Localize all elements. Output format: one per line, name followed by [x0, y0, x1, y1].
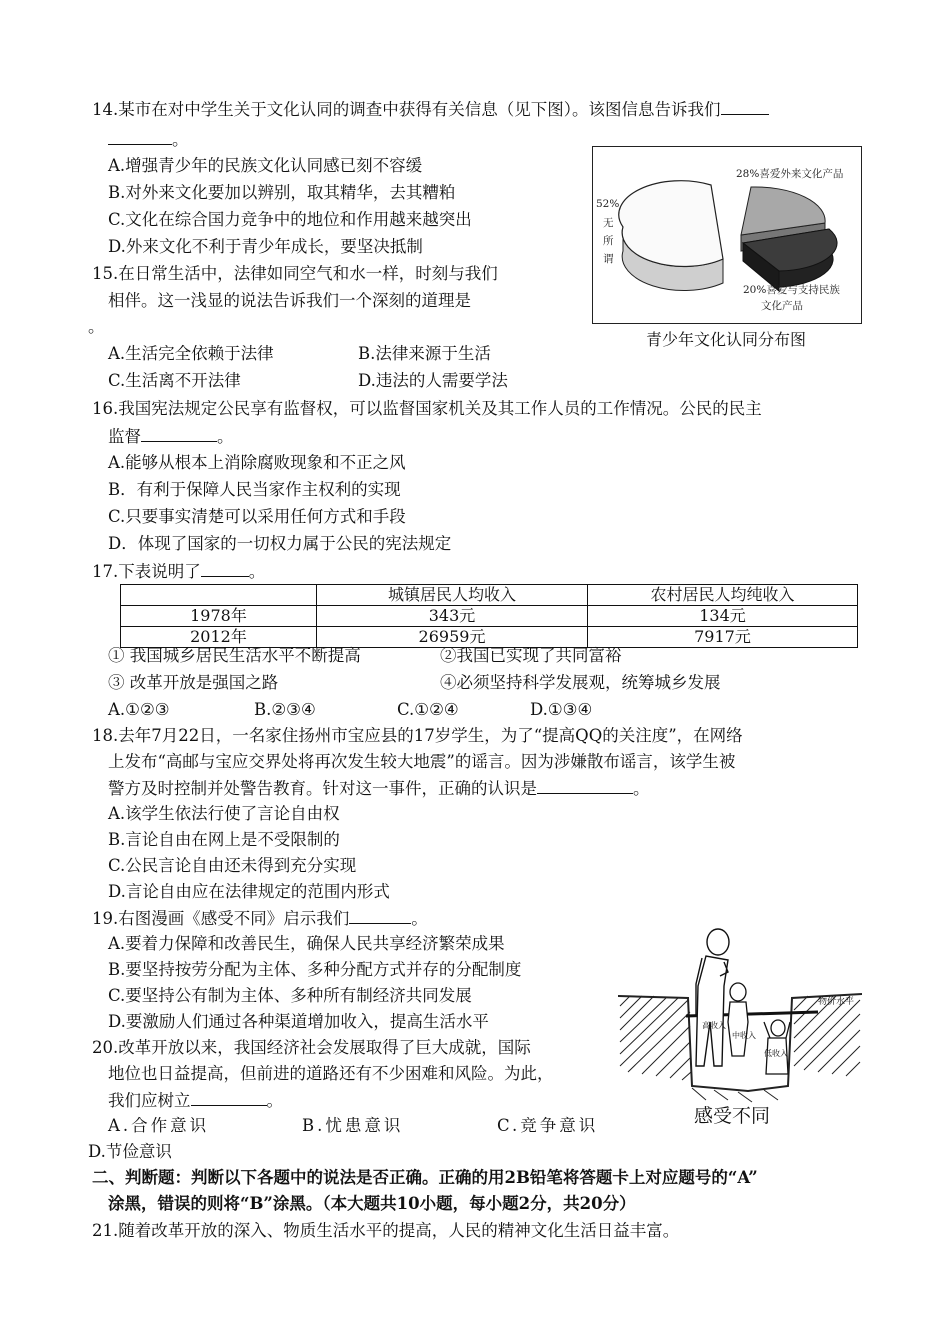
q14-stem-line1: 14.某市在对中学生关于文化认同的调查中获得有关信息（见下图）。该图信息告诉我们 [92, 98, 769, 121]
table-cell: 343元 [317, 606, 588, 627]
answer-blank [537, 777, 633, 794]
income-table [120, 584, 858, 648]
table-header-cell: 城镇居民人均收入 [317, 585, 588, 606]
label-none-3: 谓 [603, 253, 614, 265]
comic-low-label: 低收入 [764, 1049, 788, 1058]
answer-blank [201, 560, 249, 577]
comic-mid-label: 中收入 [732, 1031, 756, 1040]
q18-option-b: B.言论自由在网上是不受限制的 [108, 830, 340, 849]
q16-stem-line2: 监督 。 [108, 427, 234, 446]
q17-option-a: A.①②③ [108, 700, 170, 719]
q14-option-d: D.外来文化不利于青少年成长，要坚决抵制 [108, 237, 423, 256]
q16-option-d: D．体现了国家的一切权力属于公民的宪法规定 [108, 534, 452, 553]
table-row [121, 606, 858, 627]
table-cell: 1978年 [121, 606, 317, 627]
q14-option-c: C.文化在综合国力竞争中的地位和作用越来越突出 [108, 210, 472, 229]
q17-option-c: C.①②④ [397, 700, 459, 719]
q20-option-d: D.节俭意识 [88, 1142, 172, 1161]
table-header-cell: 农村居民人均纯收入 [588, 585, 858, 606]
q19-option-d: D.要激励人们通过各种渠道增加收入，提高生活水平 [108, 1012, 489, 1031]
q17-statement-4: ④必须坚持科学发展观，统筹城乡发展 [440, 673, 721, 692]
q15-option-a: A.生活完全依赖于法律 [108, 344, 274, 363]
answer-blank [721, 98, 769, 115]
comic-title: 感受不同 [694, 1105, 771, 1127]
label-none-pct: 52% [596, 198, 620, 210]
table-cell: 2012年 [121, 627, 317, 648]
high-income-man [696, 929, 729, 1066]
label-national-2: 文化产品 [761, 300, 803, 312]
comic-price-level-label: 物价水平 [818, 997, 855, 1007]
comic-feelings-differ [618, 926, 862, 1130]
mid-income-child [728, 983, 748, 1056]
q18-option-a: A.该学生依法行使了言论自由权 [108, 804, 340, 823]
q17-statement-3: ③ 改革开放是强国之路 [108, 673, 279, 692]
q20-stem-line3: 我们应树立 。 [108, 1091, 283, 1110]
low-income-person [764, 1020, 790, 1074]
q15-option-c: C.生活离不开法律 [108, 371, 241, 390]
q17-stem: 17.下表说明了 。 [92, 562, 266, 581]
chart-caption: 青少年文化认同分布图 [645, 330, 806, 349]
table-cell: 7917元 [588, 627, 858, 648]
q15-stem-line3: 。 [88, 317, 105, 336]
answer-blank [191, 1089, 267, 1106]
q15-stem-line2: 相伴。这一浅显的说法告诉我们一个深刻的道理是 [108, 291, 471, 310]
q20-option-a: A.合作意识 [108, 1116, 210, 1135]
label-none-1: 无 [603, 217, 614, 229]
q19-option-c: C.要坚持公有制为主体、多种所有制经济共同发展 [108, 986, 472, 1005]
answer-blank [349, 907, 411, 924]
q17-option-b: B.②③④ [254, 700, 316, 719]
q20-stem-line2: 地位也日益提高，但前进的道路还有不少困难和风险。为此， [108, 1064, 554, 1083]
q19-option-a: A.要着力保障和改善民生，确保人民共享经济繁荣成果 [108, 934, 505, 953]
q19-option-b: B.要坚持按劳分配为主体、多种分配方式并存的分配制度 [108, 960, 522, 979]
table-header-cell [121, 585, 317, 606]
q16-stem-line1: 16.我国宪法规定公民享有监督权，可以监督国家机关及其工作人员的工作情况。公民的民主 [92, 399, 762, 418]
q15-option-d: D.违法的人需要学法 [358, 371, 508, 390]
q19-stem: 19.右图漫画《感受不同》启示我们 。 [92, 909, 428, 928]
q20-option-b: B.忧患意识 [302, 1116, 404, 1135]
q18-stem-line1: 18.去年7月22日，一名家住扬州市宝应县的17岁学生，为了“提高QQ的关注度”，在网络 [92, 726, 743, 745]
comic-high-label: 高收入 [702, 1021, 726, 1030]
q14-option-b: B.对外来文化要加以辨别，取其精华，去其糟粕 [108, 183, 456, 202]
q20-option-c: C.竞争意识 [497, 1116, 599, 1135]
q18-stem-line3: 警方及时控制并处警告教育。针对这一事件，正确的认识是 。 [108, 779, 650, 798]
table-header-row [121, 585, 858, 606]
q15-option-b: B.法律来源于生活 [358, 344, 491, 363]
answer-blank [141, 425, 217, 442]
section2-heading-line2: 涂黑，错误的则将“B”涂黑。（本大题共10小题，每小题2分，共20分） [108, 1194, 636, 1213]
answer-blank [108, 128, 172, 145]
q18-stem-line2: 上发布“高邮与宝应交界处将再次发生较大地震”的谣言。因为涉嫌散布谣言，该学生被 [108, 752, 736, 771]
q17-statement-1: ① 我国城乡居民生活水平不断提高 [108, 646, 361, 665]
q16-option-b: B．有利于保障人民当家作主权利的实现 [108, 480, 401, 499]
q16-option-a: A.能够从根本上消除腐败现象和不正之风 [108, 453, 406, 472]
label-foreign: 28%喜爱外来文化产品 [736, 168, 844, 180]
q18-option-d: D.言论自由应在法律规定的范围内形式 [108, 882, 390, 901]
q14-stem-line2: 。 [108, 128, 189, 151]
q17-statement-2: ②我国已实现了共同富裕 [440, 646, 622, 665]
table-cell: 134元 [588, 606, 858, 627]
q14-option-a: A.增强青少年的民族文化认同感已刻不容缓 [108, 156, 423, 175]
q16-option-c: C.只要事实清楚可以采用任何方式和手段 [108, 507, 406, 526]
section2-heading-line1: 二、判断题：判断以下各题中的说法是否正确。正确的用2B铅笔将答题卡上对应题号的“A” [92, 1168, 758, 1187]
table-cell: 26959元 [317, 627, 588, 648]
culture-identity-pie-chart [592, 146, 862, 324]
q18-option-c: C.公民言论自由还未得到充分实现 [108, 856, 357, 875]
q20-stem-line1: 20.改革开放以来，我国经济社会发展取得了巨大成就，国际 [92, 1038, 531, 1057]
q21-stem: 21.随着改革开放的深入、物质生活水平的提高，人民的精神文化生活日益丰富。 [92, 1221, 680, 1240]
label-none-2: 所 [603, 235, 614, 247]
label-national-1: 20%喜爱与支持民族 [743, 284, 840, 296]
q17-option-d: D.①③④ [530, 700, 593, 719]
q15-stem-line1: 15.在日常生活中，法律如同空气和水一样，时刻与我们 [92, 264, 498, 283]
